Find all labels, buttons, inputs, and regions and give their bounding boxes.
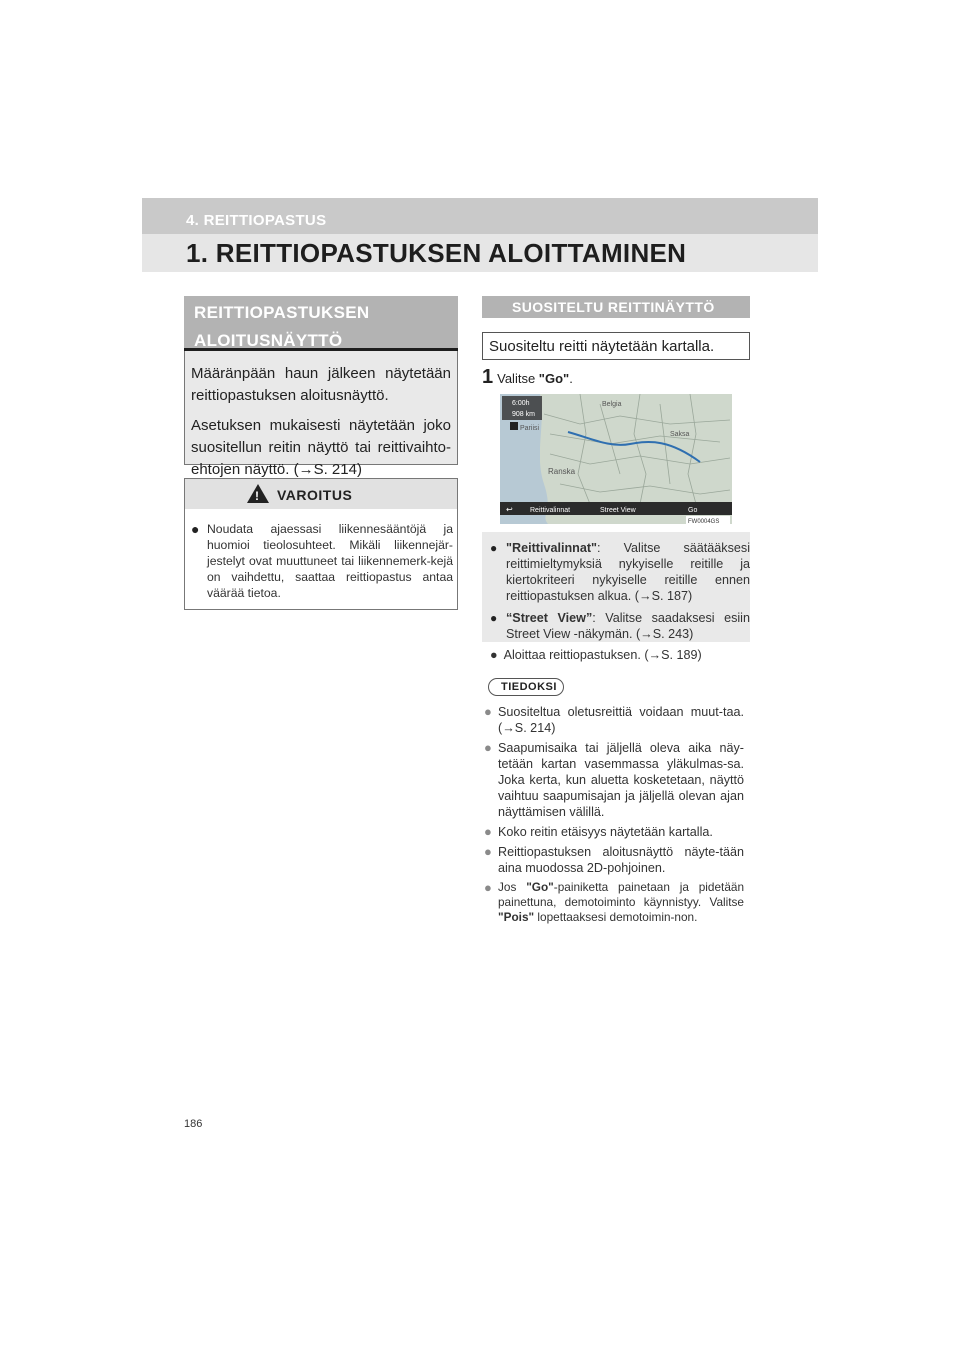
option-routes-term: "Reittivalinnat" [506,541,598,555]
bullet-icon: ● [490,541,498,555]
go-label: Go [688,507,698,514]
tiedoksi-notes [482,704,744,929]
city-belgia: Belgia [602,401,622,408]
option-routes-desc: : Valitse säätääksesi reittimieltymyksiä nykyiselle reitille ja kiertokriteeri nykyiselle reitille ennen reittiopastuksen alkua. (→S. 187) [506,541,750,603]
distance-label: 908 km [512,411,535,418]
warning-box [184,478,458,610]
start-screen-description [184,351,458,478]
note-item [482,824,744,840]
demo-pois-label: "Pois" [498,910,535,924]
step-period: . [569,371,573,386]
section-title: 4. REITTIOPASTUS [186,212,327,229]
step-text: Valitse [497,371,539,386]
route-map [500,394,732,524]
warning-bullet [191,521,453,601]
destination-flag-icon [510,422,518,430]
recommended-route-subtitle: Suositeltu reitti näytetään kartalla. [489,338,715,355]
warning-text: Noudata ajaessasi liikennesääntöjä ja huomioi tieolosuhteet. Mikäli liikennejär-jestelyt ovat muuttuneet tai liikennemerk-kejä on vaihdettu, saattaa reittiopastus antaa väärää tietoa. [207,522,453,600]
start-screen-heading [184,296,458,351]
bullet-icon: ● [484,824,492,839]
note-item [482,704,744,736]
description-paragraph-2: Asetuksen mukaisesti näytetään joko suositellun reitin näyttö tai reittivaihto-ehtojen näyttö. (→S. 214) [191,417,451,478]
start-guidance-text: Aloittaa reittiopastuksen. (→S. 189) [503,648,702,662]
note-text: Suositeltua oletusreittiä voidaan muut-taa. (→S. 214) [498,705,744,735]
page-number: 186 [184,1118,203,1130]
bullet-icon: ● [484,740,492,755]
option-streetview [482,610,750,642]
option-streetview-desc: : Valitse saadaksesi esiin Street View -näkymän. (→S. 243) [506,611,750,641]
description-paragraph-1: Määränpään haun jälkeen näytetään reittiopastuksen aloitusnäyttö. [191,365,451,404]
section-header [142,198,818,234]
note-text: Saapumisaika tai jäljellä oleva aika näy-tetään kartan vasemmassa yläkulmas-sa. Joka kerta, kun aluetta kosketetaan, näyttö vaihtuu saapumisajan ja jäljellä olevan ajan näyttämisen välillä. [498,741,744,819]
city-paris: Pariisi [520,425,540,432]
warning-header [185,479,457,509]
back-icon: ↩ [506,505,513,514]
demo-text-2: -painiketta painetaan ja pidetään painettuna, demotoiminto käynnistyy. Valitse [498,880,744,909]
bullet-icon: ● [484,844,492,859]
city-saksa: Saksa [670,431,690,438]
start-screen-title-line2: ALOITUSNÄYTTÖ [194,331,343,350]
note-text: Reittiopastuksen aloitusnäyttö näyte-tään aina muodossa 2D-pohjoinen. [498,845,744,875]
step-number: 1 [482,366,494,388]
warning-title: VAROITUS [277,487,353,503]
recommended-route-subtitle-box [482,332,750,360]
chapter-title: 1. REITTIOPASTUKSEN ALOITTAMINEN [186,238,687,268]
option-routes [482,540,750,604]
bullet-icon: ● [191,521,200,537]
recommended-route-heading [482,296,750,318]
bullet-icon: ● [484,704,492,719]
note-item [482,844,744,876]
option-streetview-term: “Street View” [506,611,593,625]
tiedoksi-badge [488,678,564,696]
note-item [482,740,744,820]
chapter-header [142,234,818,272]
routes-label: Reittivalinnat [530,507,571,514]
bullet-icon: ● [490,611,498,625]
time-label: 6:00h [512,400,530,407]
note-item-demo [482,880,744,925]
bullet-icon: ● [490,648,498,662]
navigation-screenshot [500,394,732,524]
step-go-label: "Go" [538,371,570,386]
streetview-label: Street View [600,507,636,514]
recommended-route-title: SUOSITELTU REITTINÄYTTÖ [512,299,715,315]
options-box [482,532,750,642]
demo-text-1: Jos [498,880,527,894]
image-code: FW0004GS [688,519,720,524]
start-screen-title-line1: REITTIOPASTUKSEN [194,303,370,322]
city-ranska: Ranska [548,467,576,476]
demo-text-3: lopettaaksesi demotoimin-non. [534,910,698,924]
step-1 [482,366,573,389]
start-guidance-item [482,648,702,662]
note-text: Koko reitin etäisyys näytetään kartalla. [498,825,713,839]
bullet-icon: ● [484,880,492,895]
demo-go-label: "Go" [526,880,554,894]
warning-icon: ! [247,484,269,503]
tiedoksi-label: TIEDOKSI [501,681,557,693]
